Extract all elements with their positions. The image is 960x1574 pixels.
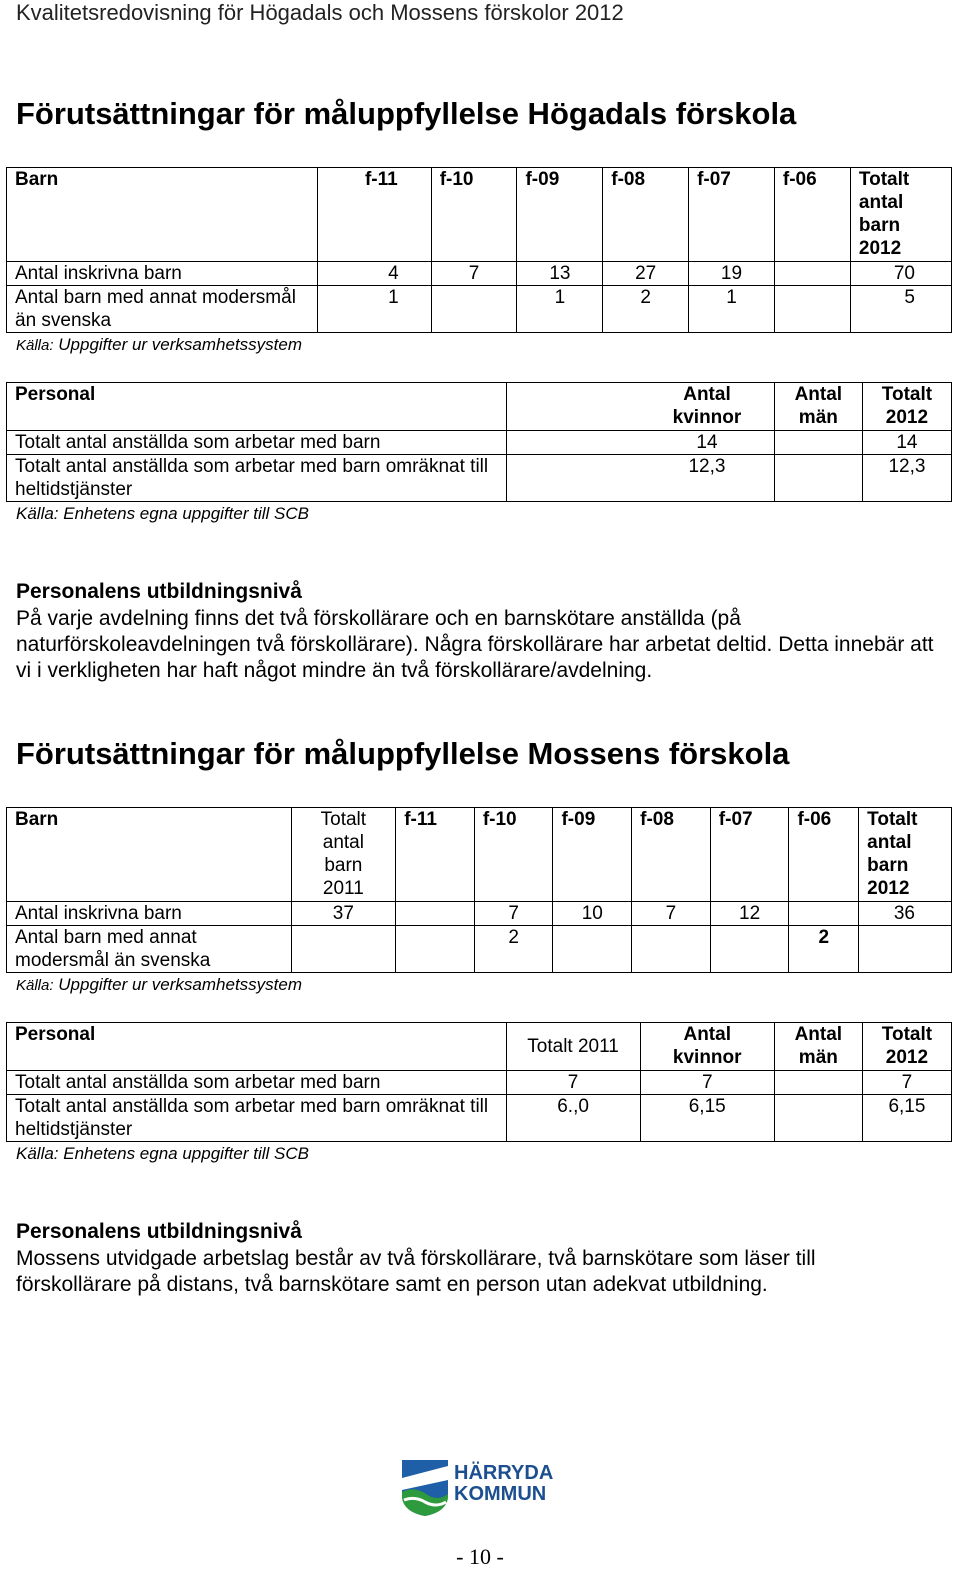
table-source: Källa: Enhetens egna uppgifter till SCB	[16, 1144, 309, 1163]
table-row	[7, 1071, 952, 1095]
table-source	[16, 335, 302, 355]
hogadal-barn-table	[6, 167, 952, 333]
hogadal-personal-table	[6, 382, 952, 502]
table-cell	[774, 431, 862, 455]
mossen-personal-table	[6, 1022, 952, 1142]
header-cell: f-10	[431, 168, 517, 262]
table-cell	[774, 455, 862, 502]
header-cell: Totalt 2012	[862, 383, 951, 431]
table-header-row	[7, 1023, 952, 1071]
table-row	[7, 902, 952, 926]
source-prefix: Källa:	[16, 337, 54, 354]
row-label: Antal inskrivna barn	[7, 902, 292, 926]
table-cell	[632, 926, 711, 973]
table-cell: 7	[640, 1071, 774, 1095]
header-cell: f-11	[396, 808, 475, 902]
table-cell: 7	[474, 902, 553, 926]
table-cell	[553, 926, 632, 973]
header-cell: Barn	[7, 168, 318, 262]
header-cell: f-09	[517, 168, 603, 262]
header-cell: f-11	[317, 168, 431, 262]
header-cell: Personal	[7, 1023, 507, 1071]
table-cell: 7	[632, 902, 711, 926]
header-cell: Totalt antal barn 2011	[291, 808, 396, 902]
table-cell: 1	[517, 286, 603, 333]
logo-line2: KOMMUN	[454, 1483, 547, 1505]
harryda-kommun-logo	[400, 1456, 560, 1518]
row-label: Antal barn med annat modersmål än svenska	[7, 286, 318, 333]
table-cell	[396, 902, 475, 926]
table-cell	[506, 455, 640, 502]
header-cell: Barn	[7, 808, 292, 902]
source-text: Uppgifter ur verksamhetssystem	[58, 335, 303, 354]
table-row	[7, 431, 952, 455]
table-cell: 7	[506, 1071, 640, 1095]
logo-line1: HÄRRYDA	[454, 1462, 554, 1484]
table-cell: 2	[789, 926, 859, 973]
table-cell	[396, 926, 475, 973]
header-cell: Antal kvinnor	[640, 383, 774, 431]
mossen-barn-table	[6, 807, 952, 973]
table-cell: 70	[850, 262, 951, 286]
table-source: Källa: Enhetens egna uppgifter till SCB	[16, 504, 309, 523]
table-row	[7, 286, 952, 333]
table-cell	[774, 286, 850, 333]
table-row	[7, 262, 952, 286]
header-cell: Antal män	[774, 1023, 862, 1071]
table-cell: 5	[850, 286, 951, 333]
row-label: Antal inskrivna barn	[7, 262, 318, 286]
table-row	[7, 926, 952, 973]
row-label: Totalt antal anställda som arbetar med barn	[7, 431, 507, 455]
header-cell: Totalt antal barn 2012	[850, 168, 951, 262]
table-cell: 1	[689, 286, 775, 333]
table-cell: 37	[291, 902, 396, 926]
table-cell: 6,15	[640, 1095, 774, 1142]
header-cell: f-10	[474, 808, 553, 902]
table-header-row	[7, 808, 952, 902]
section-title: Personalens utbildningsnivå	[16, 1220, 302, 1243]
table-cell: 7	[862, 1071, 951, 1095]
table-header-row	[7, 168, 952, 262]
table-cell: 36	[859, 902, 952, 926]
table-cell	[431, 286, 517, 333]
header-cell: f-07	[710, 808, 789, 902]
table-cell: 12,3	[640, 455, 774, 502]
table-header-row	[7, 383, 952, 431]
header-cell: f-08	[603, 168, 689, 262]
table-cell	[774, 1071, 862, 1095]
table-row	[7, 455, 952, 502]
source-text: Uppgifter ur verksamhetssystem	[58, 975, 303, 994]
table-cell: 6.,0	[506, 1095, 640, 1142]
table-cell	[774, 1095, 862, 1142]
header-cell: Antal män	[774, 383, 862, 431]
table-cell: 6,15	[862, 1095, 951, 1142]
section-paragraph: På varje avdelning finns det två förskollärare och en barnskötare anställda (på naturförskoleavdelningen två förskollärare). Några förskollärare har arbetat deltid. Detta innebär att vi i verkligheten har haft något mindre än två förskollärare/avdelning.	[16, 607, 934, 682]
table-row	[7, 1095, 952, 1142]
table-cell: 12,3	[862, 455, 951, 502]
header-cell: Totalt 2011	[506, 1023, 640, 1071]
table-cell: 19	[689, 262, 775, 286]
document-header: Kvalitetsredovisning för Högadals och Mossens förskolor 2012	[16, 0, 624, 25]
header-cell: f-07	[689, 168, 775, 262]
table-cell	[774, 262, 850, 286]
table-cell: 13	[517, 262, 603, 286]
table-cell	[859, 926, 952, 973]
section-paragraph: Mossens utvidgade arbetslag består av två förskollärare, två barnskötare som läser till förskollärare på distans, två barnskötare samt en person utan adekvat utbildning.	[16, 1247, 816, 1296]
table-cell: 27	[603, 262, 689, 286]
row-label: Totalt antal anställda som arbetar med barn omräknat till heltidstjänster	[7, 455, 507, 502]
table-cell: 14	[862, 431, 951, 455]
section-title: Personalens utbildningsnivå	[16, 580, 302, 603]
table-cell: 12	[710, 902, 789, 926]
header-cell: f-08	[632, 808, 711, 902]
logo-emblem-icon	[400, 1456, 560, 1518]
header-cell: f-06	[774, 168, 850, 262]
header-cell: Totalt antal barn 2012	[859, 808, 952, 902]
table-cell: 10	[553, 902, 632, 926]
table-cell	[506, 431, 640, 455]
table-cell: 2	[603, 286, 689, 333]
mossen-title: Förutsättningar för måluppfyllelse Mossens förskola	[16, 736, 790, 771]
header-cell	[506, 383, 640, 431]
row-label: Antal barn med annat modersmål än svenska	[7, 926, 292, 973]
header-cell: Antal kvinnor	[640, 1023, 774, 1071]
hogadal-title: Förutsättningar för måluppfyllelse Högadals förskola	[16, 96, 797, 131]
header-cell: Personal	[7, 383, 507, 431]
header-cell: Totalt 2012	[862, 1023, 951, 1071]
table-cell: 2	[474, 926, 553, 973]
table-cell: 14	[640, 431, 774, 455]
table-cell: 4	[317, 262, 431, 286]
table-cell	[789, 902, 859, 926]
table-cell: 7	[431, 262, 517, 286]
source-prefix: Källa:	[16, 977, 54, 994]
page-number: - 10 -	[456, 1544, 504, 1569]
header-cell: f-09	[553, 808, 632, 902]
table-cell	[710, 926, 789, 973]
table-source	[16, 975, 302, 995]
row-label: Totalt antal anställda som arbetar med barn omräknat till heltidstjänster	[7, 1095, 507, 1142]
header-cell: f-06	[789, 808, 859, 902]
table-cell	[291, 926, 396, 973]
table-cell: 1	[317, 286, 431, 333]
row-label: Totalt antal anställda som arbetar med barn	[7, 1071, 507, 1095]
